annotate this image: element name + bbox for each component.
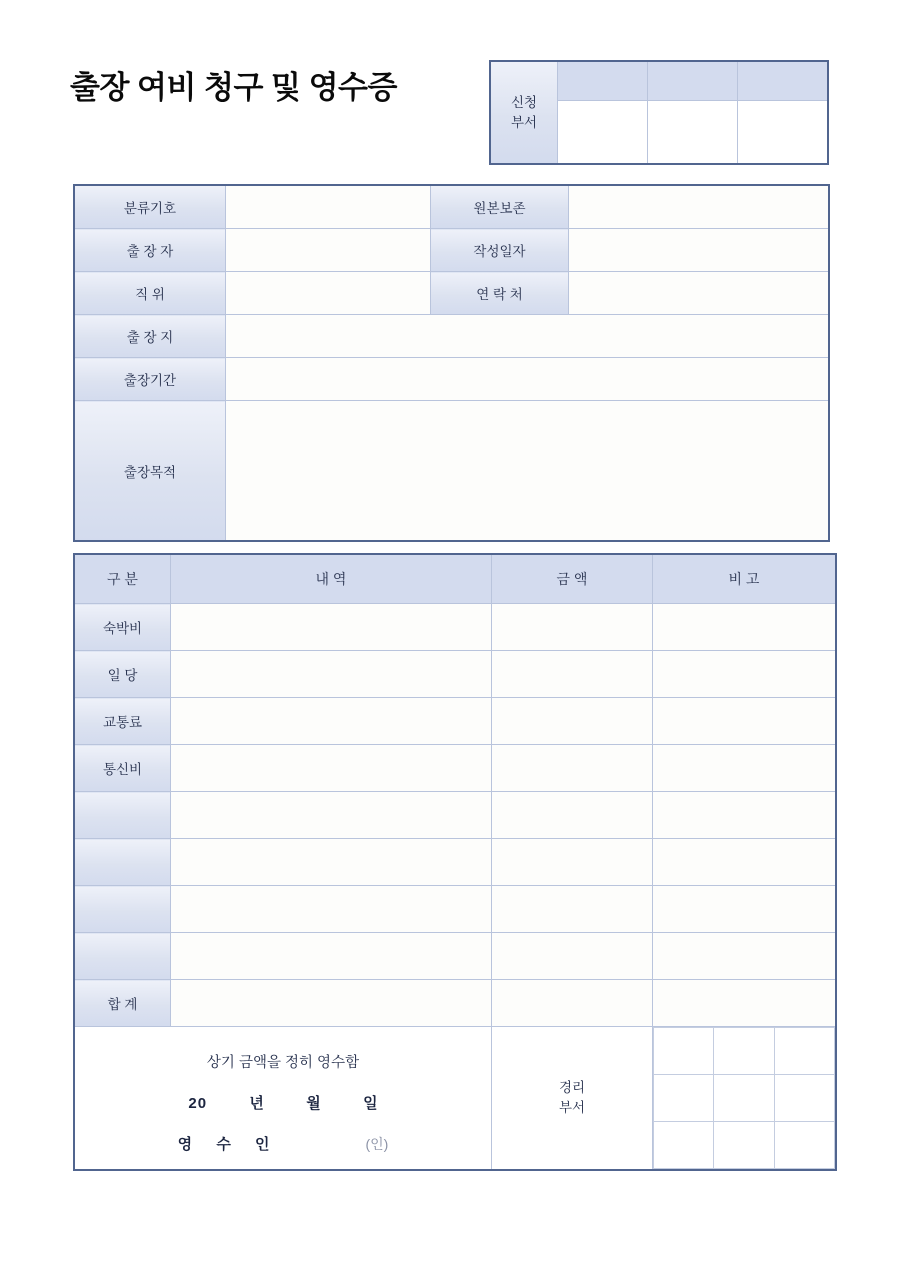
expense-remark-lodging[interactable] (653, 604, 837, 651)
field-position[interactable] (226, 272, 431, 315)
table-row (74, 698, 836, 745)
accounting-signature-cell-2-2[interactable] (714, 1075, 774, 1122)
table-header-row (74, 554, 836, 604)
expense-remark-communication[interactable] (653, 745, 837, 792)
expense-category-communication: 통신비 (74, 745, 171, 792)
requesting-department-approval-box (489, 60, 829, 165)
expense-amount-communication[interactable] (492, 745, 653, 792)
approval-signature-cell-1[interactable] (558, 101, 648, 165)
accounting-signature-row-2 (654, 1075, 835, 1122)
trip-info-table (73, 184, 830, 542)
expense-detail-communication[interactable] (171, 745, 492, 792)
expense-remark-total[interactable] (653, 980, 837, 1027)
expense-amount-daily-allowance[interactable] (492, 651, 653, 698)
expense-breakdown-table (73, 553, 830, 1171)
seal-mark-icon: (인) (365, 1135, 389, 1152)
accounting-signature-cell-1-1[interactable] (654, 1028, 714, 1075)
label-contact: 연 락 처 (431, 272, 569, 315)
accounting-signature-grid (653, 1027, 837, 1171)
field-contact[interactable] (569, 272, 830, 315)
expense-category-blank-2[interactable] (74, 839, 171, 886)
receipt-month-unit: 월 (306, 1094, 321, 1112)
field-original-preservation[interactable] (569, 185, 830, 229)
expense-category-daily-allowance: 일 당 (74, 651, 171, 698)
receipt-recipient-label: 영 수 인 (177, 1135, 280, 1153)
table-row (74, 315, 829, 358)
receipt-recipient-line[interactable] (75, 1133, 491, 1154)
requesting-department-label (490, 61, 558, 164)
column-header-amount: 금 액 (492, 554, 653, 604)
expense-remark-blank-3[interactable] (653, 886, 837, 933)
approval-title-cell-3[interactable] (738, 61, 828, 101)
column-header-remarks: 비 고 (653, 554, 837, 604)
column-header-details: 내 역 (171, 554, 492, 604)
approval-title-cell-1[interactable] (558, 61, 648, 101)
column-header-category: 구 분 (74, 554, 171, 604)
accounting-signature-cell-2-1[interactable] (654, 1075, 714, 1122)
expense-category-blank-4[interactable] (74, 933, 171, 980)
expense-detail-transportation[interactable] (171, 698, 492, 745)
expense-remark-blank-4[interactable] (653, 933, 837, 980)
label-travel-period: 출장기간 (74, 358, 226, 401)
table-row (74, 886, 836, 933)
accounting-signature-cell-2-3[interactable] (774, 1075, 834, 1122)
approval-signature-cell-2[interactable] (648, 101, 738, 165)
approval-title-cell-2[interactable] (648, 61, 738, 101)
label-traveler: 출 장 자 (74, 229, 226, 272)
requesting-department-label-line2: 부서 (510, 114, 538, 130)
field-travel-period[interactable] (226, 358, 830, 401)
table-row (74, 933, 836, 980)
accounting-signature-cell-1-2[interactable] (714, 1028, 774, 1075)
receipt-date-line[interactable] (75, 1092, 491, 1113)
table-row (74, 792, 836, 839)
field-classification-code[interactable] (226, 185, 431, 229)
label-original-preservation: 원본보존 (431, 185, 569, 229)
accounting-signature-cell-1-3[interactable] (774, 1028, 834, 1075)
table-row (74, 229, 829, 272)
table-row-total (74, 980, 836, 1027)
expense-category-lodging: 숙박비 (74, 604, 171, 651)
expense-detail-blank-3[interactable] (171, 886, 492, 933)
requesting-department-label-line1: 신청 (510, 94, 538, 110)
expense-detail-blank-1[interactable] (171, 792, 492, 839)
expense-amount-lodging[interactable] (492, 604, 653, 651)
expense-category-blank-3[interactable] (74, 886, 171, 933)
label-written-date: 작성일자 (431, 229, 569, 272)
expense-amount-blank-3[interactable] (492, 886, 653, 933)
receipt-statement-block (74, 1027, 492, 1171)
expense-category-total: 합 계 (74, 980, 171, 1027)
field-traveler[interactable] (226, 229, 431, 272)
expense-amount-blank-2[interactable] (492, 839, 653, 886)
table-row (74, 839, 836, 886)
expense-remark-daily-allowance[interactable] (653, 651, 837, 698)
table-row (74, 604, 836, 651)
label-trip-purpose: 출장목적 (74, 401, 226, 542)
expense-category-blank-1[interactable] (74, 792, 171, 839)
label-classification-code: 분류기호 (74, 185, 226, 229)
receipt-day-unit: 일 (363, 1094, 378, 1112)
expense-detail-daily-allowance[interactable] (171, 651, 492, 698)
table-row (74, 272, 829, 315)
accounting-signature-cell-3-3[interactable] (774, 1122, 834, 1169)
label-position: 직 위 (74, 272, 226, 315)
expense-amount-transportation[interactable] (492, 698, 653, 745)
accounting-department-label-line1: 경리 (558, 1080, 586, 1096)
accounting-department-label (492, 1027, 653, 1171)
accounting-signature-row-1 (654, 1028, 835, 1075)
table-row (74, 401, 829, 542)
expense-remark-transportation[interactable] (653, 698, 837, 745)
accounting-signature-row-3 (654, 1122, 835, 1169)
field-destination[interactable] (226, 315, 830, 358)
expense-amount-total[interactable] (492, 980, 653, 1027)
page-title: 출장 여비 청구 및 영수증 (70, 70, 397, 105)
expense-amount-blank-4[interactable] (492, 933, 653, 980)
label-destination: 출 장 지 (74, 315, 226, 358)
accounting-signature-cell-3-1[interactable] (654, 1122, 714, 1169)
field-trip-purpose[interactable] (226, 401, 830, 542)
expense-detail-blank-4[interactable] (171, 933, 492, 980)
receipt-statement-text: 상기 금액을 정히 영수함 (206, 1054, 360, 1071)
field-written-date[interactable] (569, 229, 830, 272)
expense-detail-blank-2[interactable] (171, 839, 492, 886)
expense-amount-blank-1[interactable] (492, 792, 653, 839)
approval-signature-cell-3[interactable] (738, 101, 828, 165)
expense-remark-blank-1[interactable] (653, 792, 837, 839)
table-row (74, 745, 836, 792)
receipt-year-prefix: 20 (188, 1094, 208, 1112)
expense-detail-lodging[interactable] (171, 604, 492, 651)
accounting-department-label-line2: 부서 (558, 1100, 586, 1115)
expense-remark-blank-2[interactable] (653, 839, 837, 886)
expense-category-transportation: 교통료 (74, 698, 171, 745)
receipt-footer-row (74, 1027, 836, 1171)
expense-detail-total[interactable] (171, 980, 492, 1027)
receipt-year-unit: 년 (249, 1094, 264, 1112)
table-row (74, 651, 836, 698)
table-row (74, 185, 829, 229)
accounting-signature-cell-3-2[interactable] (714, 1122, 774, 1169)
table-row (74, 358, 829, 401)
